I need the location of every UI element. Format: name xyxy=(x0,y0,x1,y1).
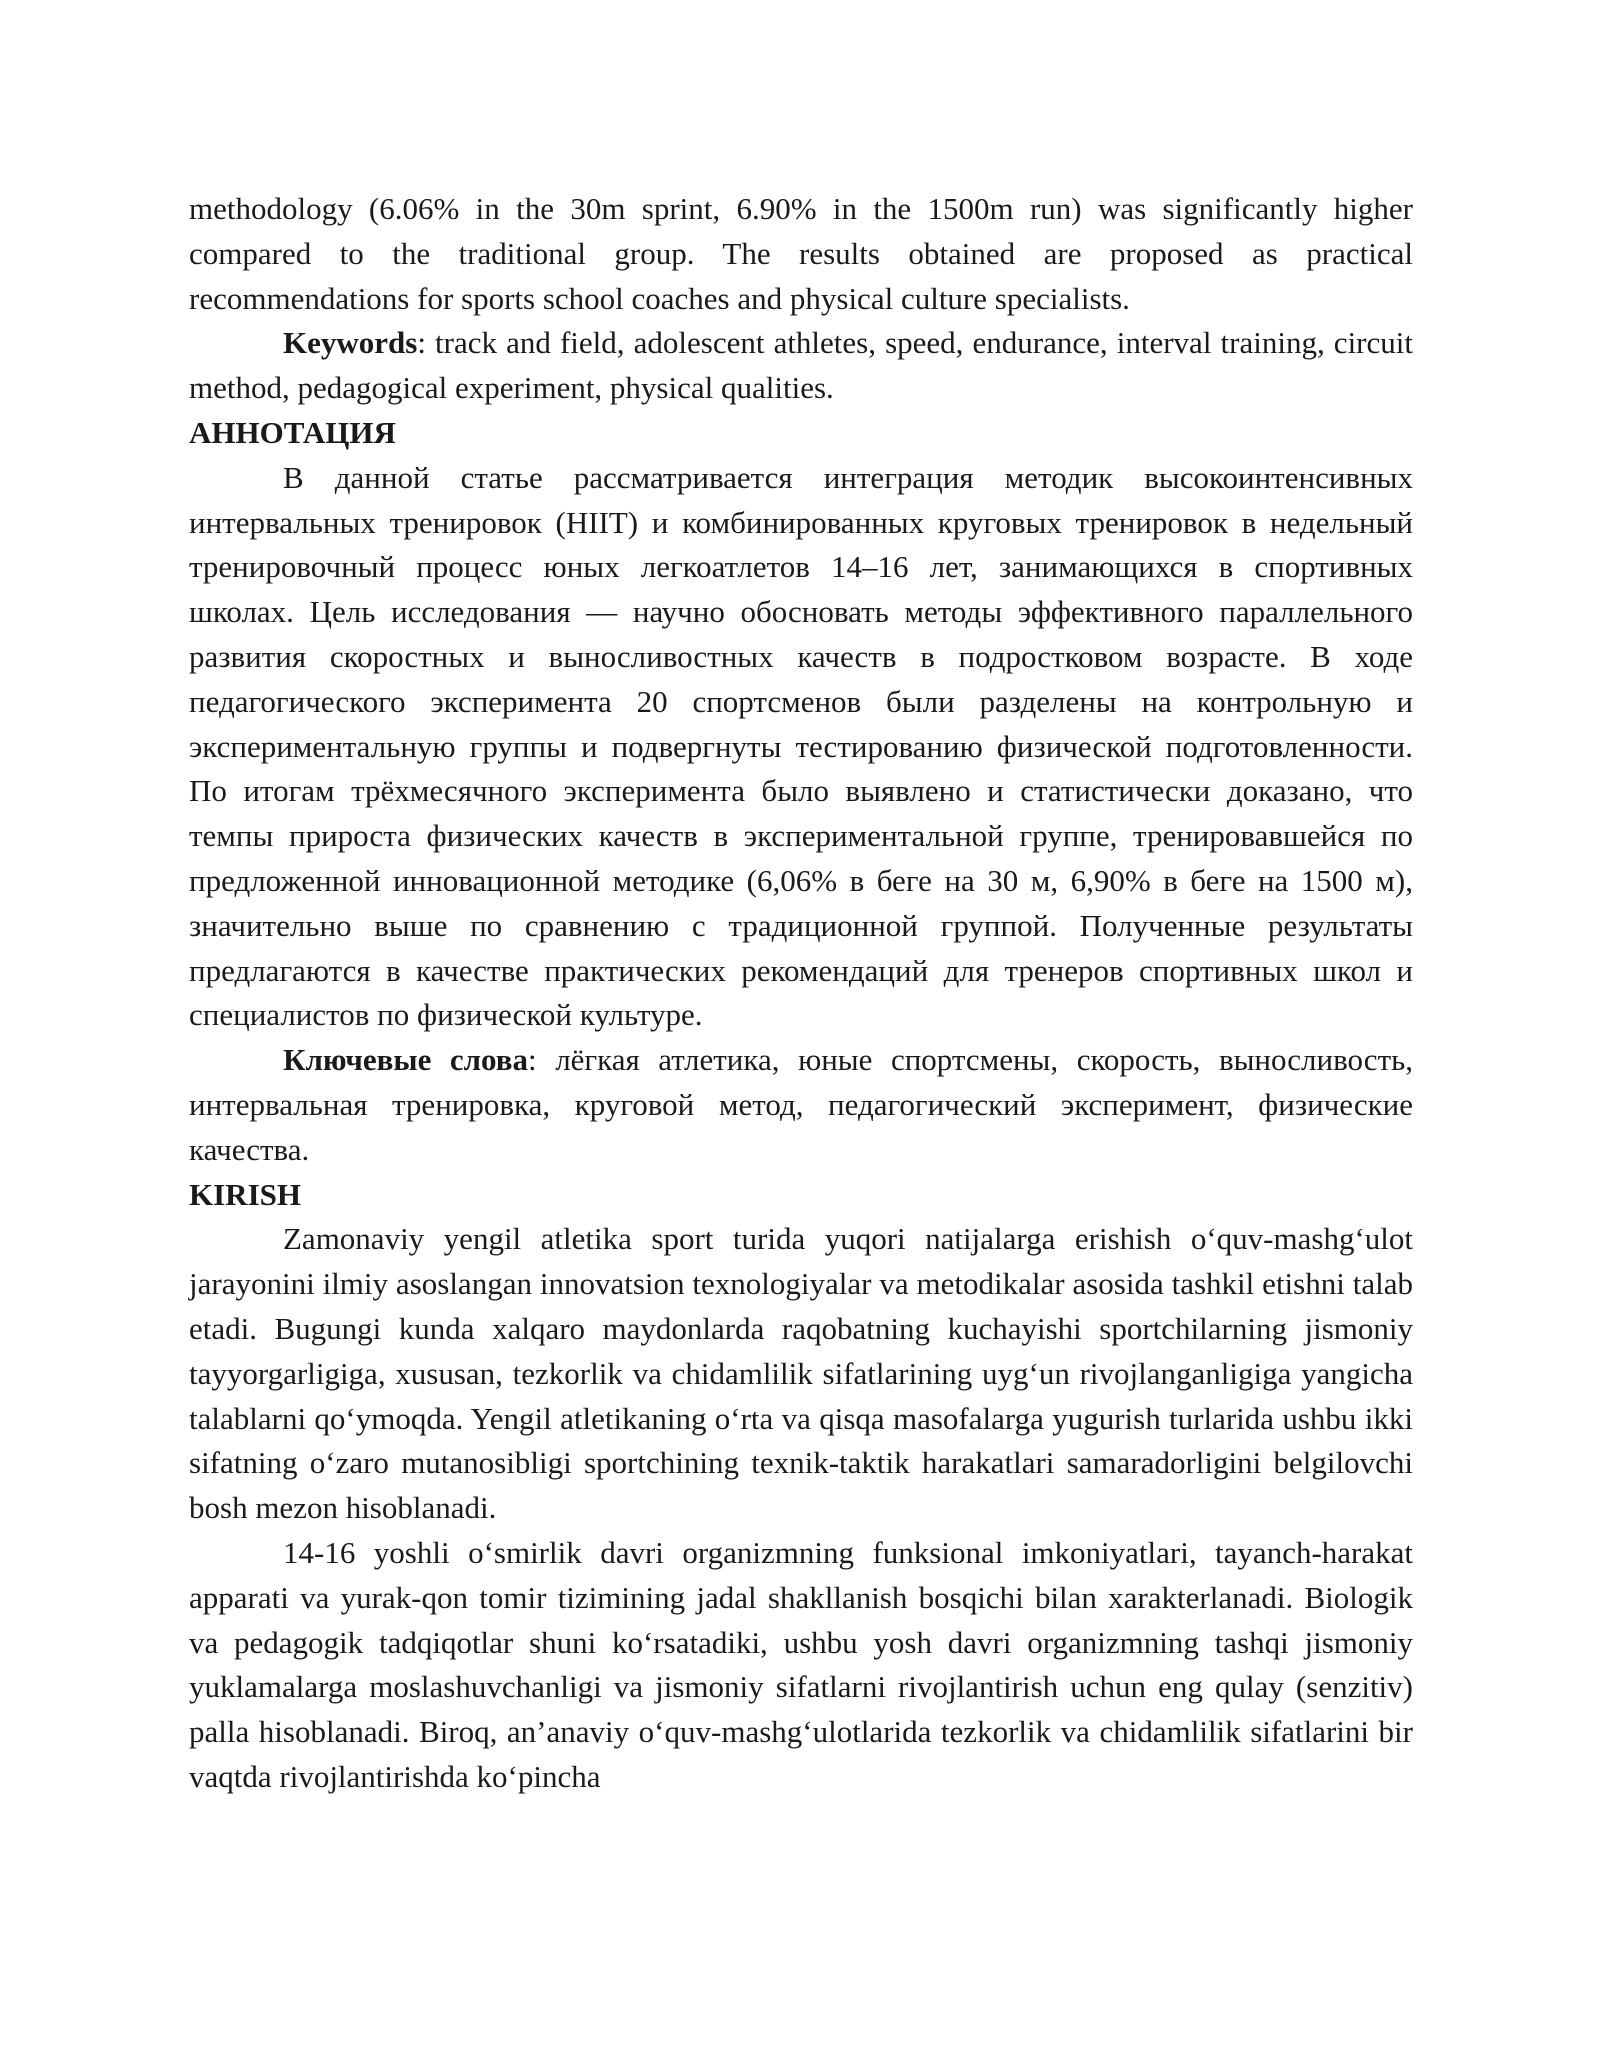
keywords-ru-label: Ключевые слова xyxy=(283,1042,529,1078)
intro-heading: KIRISH xyxy=(189,1176,301,1212)
keywords-en-label: Keywords xyxy=(283,325,418,361)
intro-paragraph-2: 14-16 yoshli o‘smirlik davri organizmning funksional imkoniyatlari, tayanch-harakat apparati va yurak-qon tomir tizimining jadal shakllanish bosqichi bilan xarakterlanadi. Biologik va pedagogik tadqiqotlar shuni ko‘rsatadiki, ushbu yosh davri organizmning tashqi jismoniy yuklamalarga moslashuvchanligi va jismoniy sifatlarni rivojlantirish uchun eng qulay (senzitiv) palla hisoblanadi. Biroq, an’anaviy o‘quv-mashg‘ulotlarida tezkorlik va chidamlilik sifatlarini bir vaqtda rivojlantirishda ko‘pincha xyxy=(189,1534,1413,1794)
keywords-ru-text: : лёгкая атлетика, юные спортсмены, скорость, выносливость, интервальная тренировка, круговой метод, педагогический эксперимент, физические качества. xyxy=(189,1042,1413,1167)
annotation-ru-body: В данной статье рассматривается интеграция методик высокоинтенсивных интервальных тренировок (HIIT) и комбинированных круговых тренировок в недельный тренировочный процесс юных легкоатлетов 14–16 лет, занимающихся в спортивных школах. Цель исследования — научно обосновать методы эффективного параллельного развития скоростных и выносливостных качеств в подростковом возрасте. В ходе педагогического эксперимента 20 спортсменов были разделены на контрольную и экспериментальную группы и подвергнуты тестированию физической подготовленности. По итогам трёхмесячного эксперимента было выявлено и статистически доказано, что темпы прироста физических качеств в экспериментальной группе, тренировавшейся по предложенной инновационной методике (6,06% в беге на 30 м, 6,90% в беге на 1500 м), значительно выше по сравнению с традиционной группой. Полученные результаты предлагаются в качестве практических рекомендаций для тренеров спортивных школ и специалистов по физической культуре. xyxy=(189,459,1413,1033)
intro-paragraph-1: Zamonaviy yengil atletika sport turida yuqori natijalarga erishish o‘quv-mashg‘ulot jarayonini ilmiy asoslangan innovatsion texnologiyalar va metodikalar asosida tashkil etishni talab etadi. Bugungi kunda xalqaro maydonlarda raqobatning kuchayishi sportchilarning jismoniy tayyorgarligiga, xususan, tezkorlik va chidamlilik sifatlarining uyg‘un rivojlanganligiga yangicha talablarni qo‘ymoqda. Yengil atletikaning o‘rta va qisqa masofalarga yugurish turlarida ushbu ikki sifatning o‘zaro mutanosibligi sportchining texnik-taktik harakatlari samaradorligini belgilovchi bosh mezon hisoblanadi. xyxy=(189,1221,1413,1526)
keywords-en-text: : track and field, adolescent athletes, speed, endurance, interval training, circuit method, pedagogical experiment, physical qualities. xyxy=(189,325,1413,406)
abstract-en-continuation: methodology (6.06% in the 30m sprint, 6.90% in the 1500m run) was significantly higher compared to the traditional group. The results obtained are proposed as practical recommendations for sports school coaches and physical culture specialists. xyxy=(189,191,1413,316)
keywords-ru-paragraph xyxy=(189,1038,1413,1172)
keywords-en-paragraph xyxy=(189,321,1413,411)
annotation-ru-heading: АННОТАЦИЯ xyxy=(189,414,396,450)
document-page xyxy=(189,187,1413,1800)
